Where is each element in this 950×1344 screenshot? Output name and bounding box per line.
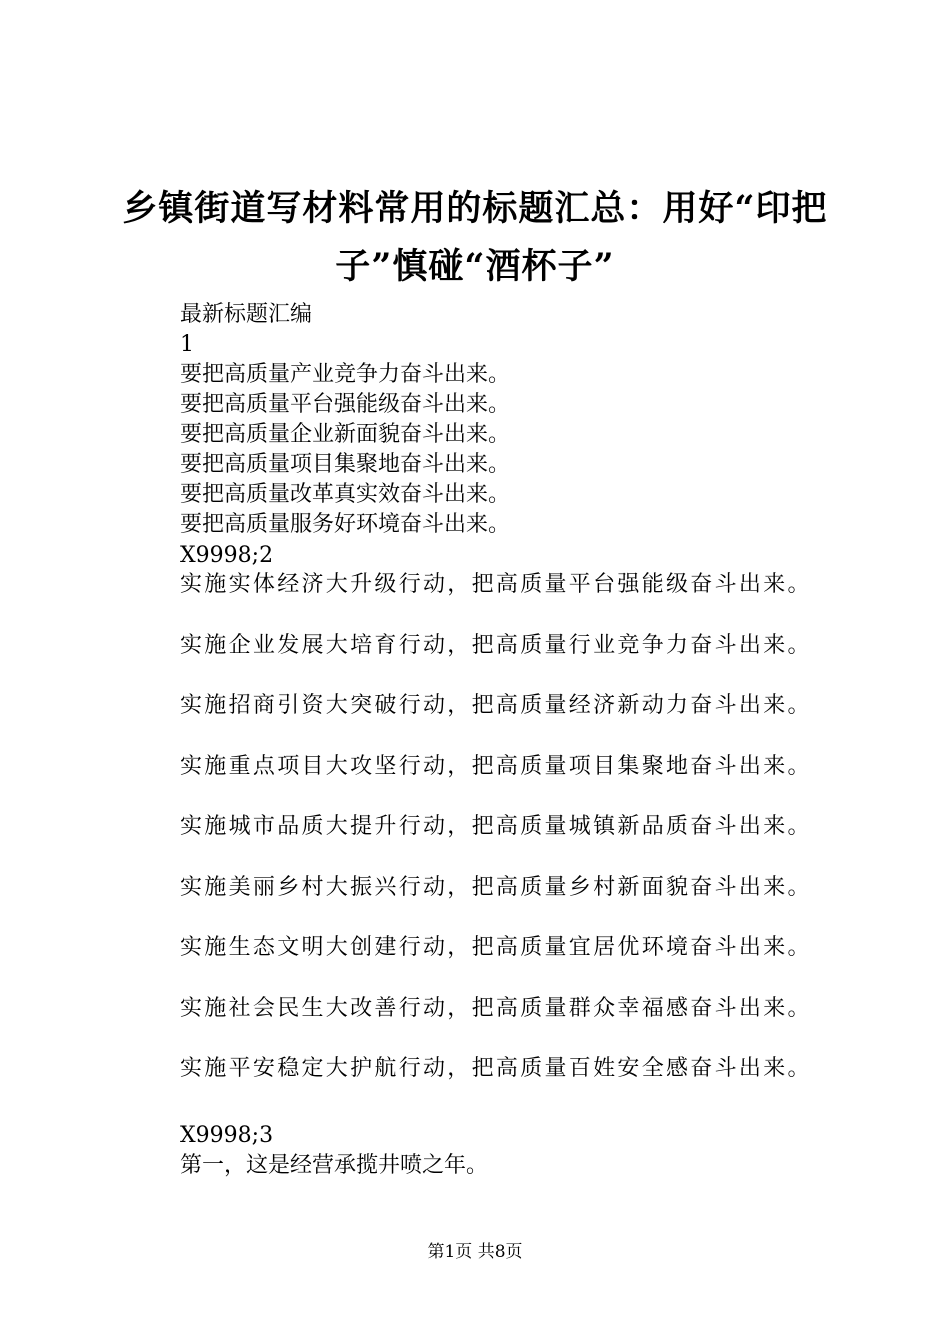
title-line-2: 子”慎碰“酒杯子” bbox=[335, 246, 615, 287]
list-item: 实施社会民生大改善行动，把高质量群众幸福感奋斗出来。 bbox=[180, 995, 812, 1021]
section-3-first-line: 第一，这是经营承揽井喷之年。 bbox=[180, 1153, 489, 1178]
document-title bbox=[0, 180, 950, 296]
subtitle: 最新标题汇编 bbox=[180, 302, 313, 327]
section-1-list bbox=[180, 360, 510, 540]
section-1-label: 1 bbox=[180, 332, 194, 357]
page-footer: 第1页 共8页 bbox=[427, 1242, 523, 1262]
list-item: 实施招商引资大突破行动，把高质量经济新动力奋斗出来。 bbox=[180, 693, 812, 718]
list-item: 要把高质量产业竞争力奋斗出来。 bbox=[180, 362, 511, 387]
section-2-label: X9998;2 bbox=[180, 543, 274, 568]
section-2-list bbox=[180, 570, 812, 1115]
list-item: 实施美丽乡村大振兴行动，把高质量乡村新面貌奋斗出来。 bbox=[180, 874, 812, 900]
list-item: 实施实体经济大升级行动，把高质量平台强能级奋斗出来。 bbox=[180, 572, 812, 597]
list-item: 实施企业发展大培育行动，把高质量行业竞争力奋斗出来。 bbox=[180, 632, 812, 658]
list-item: 要把高质量项目集聚地奋斗出来。 bbox=[180, 452, 511, 477]
list-item: 要把高质量企业新面貌奋斗出来。 bbox=[180, 422, 511, 447]
list-item: 实施重点项目大攻坚行动，把高质量项目集聚地奋斗出来。 bbox=[180, 753, 812, 779]
list-item: 实施生态文明大创建行动，把高质量宜居优环境奋斗出来。 bbox=[180, 935, 812, 960]
section-3-label: X9998;3 bbox=[180, 1123, 274, 1148]
list-item: 要把高质量平台强能级奋斗出来。 bbox=[180, 392, 511, 417]
title-line-1: 乡镇街道写材料常用的标题汇总：用好“印把 bbox=[122, 188, 828, 229]
list-item: 实施平安稳定大护航行动，把高质量百姓安全感奋斗出来。 bbox=[180, 1056, 812, 1081]
list-item: 要把高质量改革真实效奋斗出来。 bbox=[180, 482, 511, 507]
list-item: 要把高质量服务好环境奋斗出来。 bbox=[180, 512, 511, 537]
list-item: 实施城市品质大提升行动，把高质量城镇新品质奋斗出来。 bbox=[180, 814, 812, 839]
